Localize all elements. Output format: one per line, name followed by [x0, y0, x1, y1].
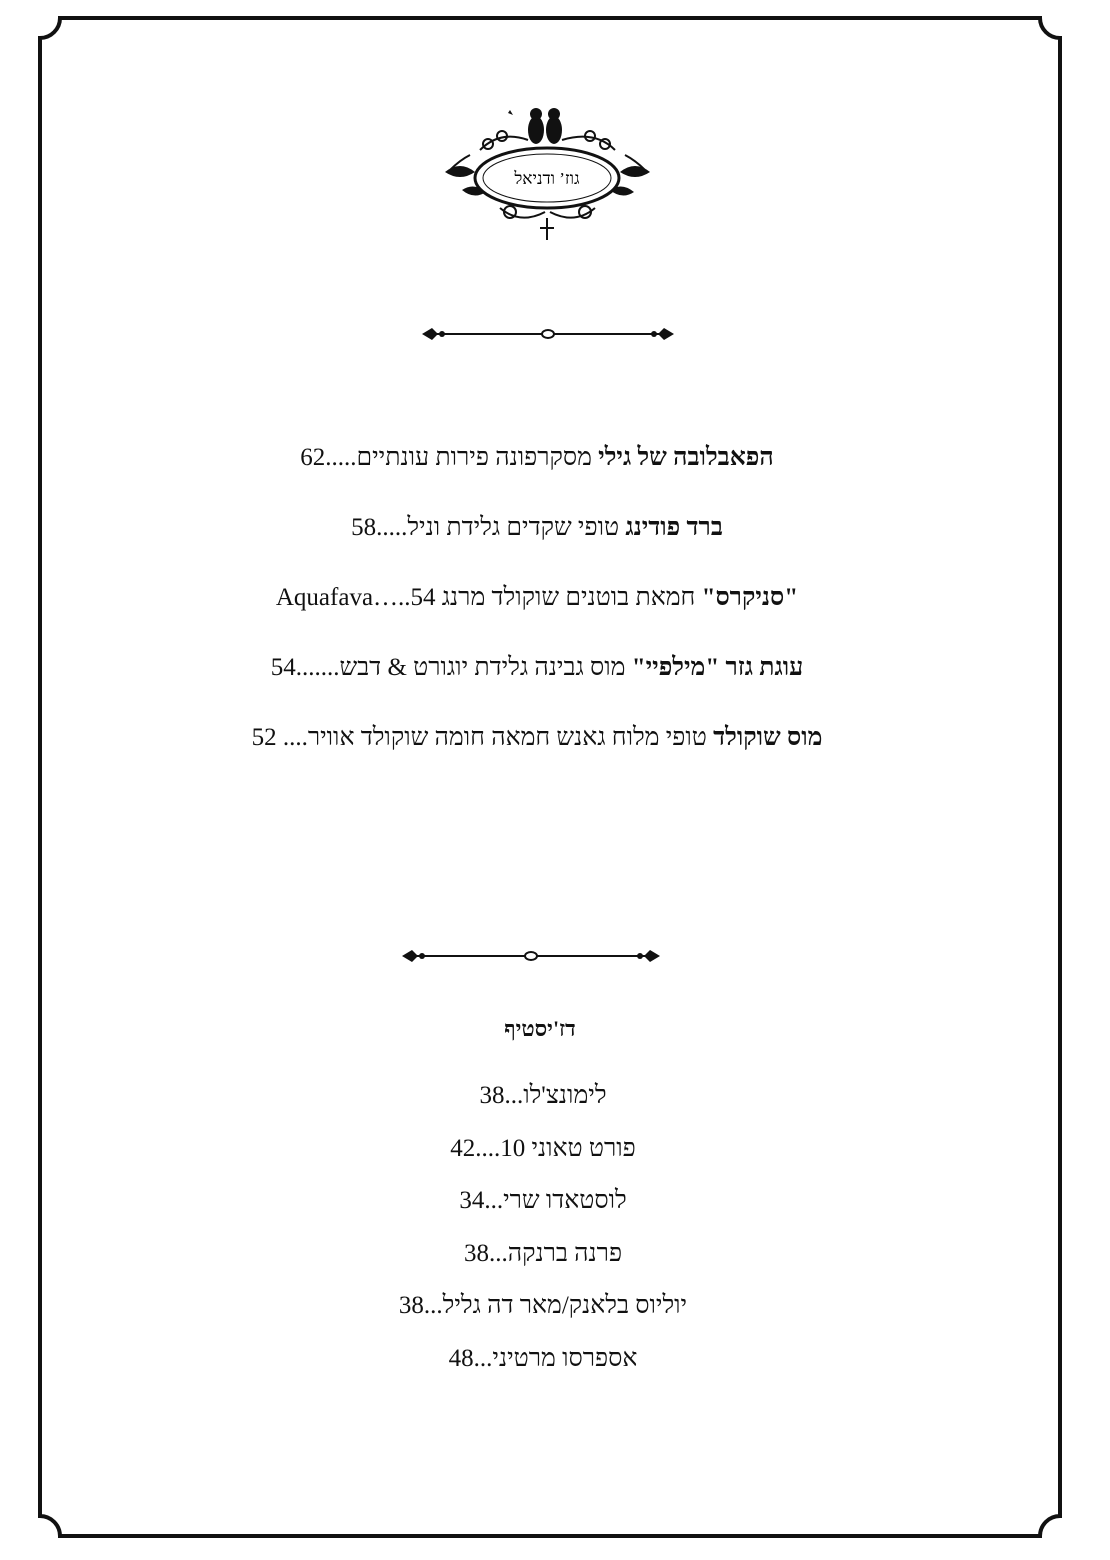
- dessert-item: [0, 578, 1074, 618]
- digestif-item: [0, 1341, 1086, 1377]
- drink-dots: ....: [475, 1134, 501, 1162]
- dessert-description: טופי מלוח גאנש חמאה חומה שוקולד אוויר: [307, 724, 714, 751]
- drink-name: פרנה ברנקה: [507, 1239, 623, 1267]
- drink-price: 48: [448, 1344, 474, 1372]
- drink-name: לימונצ'לו: [523, 1082, 607, 1109]
- dessert-dots: …..: [373, 584, 411, 611]
- dessert-item: [0, 648, 1074, 688]
- dessert-price: 54: [270, 654, 296, 681]
- drink-name: לוסטאדו שרי: [503, 1187, 627, 1214]
- drink-name: פורט טאוני 10: [500, 1134, 636, 1162]
- dessert-item: [0, 438, 1074, 478]
- ornament-divider: [400, 944, 662, 968]
- drink-price: 38: [479, 1082, 505, 1109]
- dessert-dots: .....: [376, 514, 408, 541]
- dessert-price: 54: [410, 584, 436, 611]
- dessert-name: "סניקרס": [701, 584, 799, 611]
- dessert-description: טופי שקדים גלידת וניל: [407, 514, 626, 541]
- dessert-description: מוס גבינה גלידת יוגורט & דבש: [339, 654, 632, 681]
- dessert-dots: .......: [295, 654, 340, 681]
- drink-price: 34: [459, 1187, 485, 1214]
- dessert-name: מוס שוקולד: [713, 724, 823, 751]
- drink-dots: ...: [488, 1239, 508, 1267]
- restaurant-logo: [440, 100, 655, 245]
- digestif-item: [0, 1236, 1086, 1272]
- dessert-item: [0, 718, 1074, 758]
- digestif-item: [0, 1078, 1086, 1114]
- drink-dots: ...: [504, 1082, 524, 1109]
- drink-price: 42: [450, 1134, 476, 1162]
- dessert-dots: .....: [325, 444, 357, 471]
- drink-price: 38: [398, 1292, 424, 1319]
- drink-name: יוליוס בלאנק/מאר דה גליל: [442, 1292, 688, 1319]
- section-title-digestif: דז'יסטיף: [504, 1016, 576, 1041]
- dessert-price: 62: [300, 444, 326, 471]
- drink-dots: ...: [484, 1187, 504, 1214]
- drink-price: 38: [463, 1239, 489, 1267]
- digestif-item: [0, 1131, 1086, 1167]
- dessert-name: עוגת גזר "מילפיי": [631, 654, 804, 681]
- logo-text: גוז’ ודניאל: [514, 169, 580, 188]
- dessert-price: 52: [251, 724, 277, 751]
- birds-emblem-icon: [508, 108, 562, 144]
- dessert-description: מסקרפונה פירות עונתיים: [356, 444, 599, 471]
- dessert-name: הפאבלובה של גילי: [598, 444, 774, 471]
- dessert-name: ברד פודינג: [625, 514, 723, 541]
- drink-dots: ...: [473, 1344, 493, 1372]
- dessert-item: [0, 508, 1074, 548]
- digestif-item: [0, 1288, 1086, 1324]
- dessert-price: 58: [351, 514, 377, 541]
- drink-dots: ...: [423, 1292, 443, 1319]
- desserts-list: [0, 438, 1074, 788]
- drink-name: אספרסו מרטיני: [492, 1344, 638, 1372]
- digestif-list: [0, 1078, 1086, 1393]
- dessert-dots: ....: [276, 724, 308, 751]
- dessert-description: חמאת בוטנים שוקולד מרנג Aquafava: [275, 584, 702, 611]
- ornament-divider: [420, 322, 676, 346]
- digestif-item: [0, 1183, 1086, 1219]
